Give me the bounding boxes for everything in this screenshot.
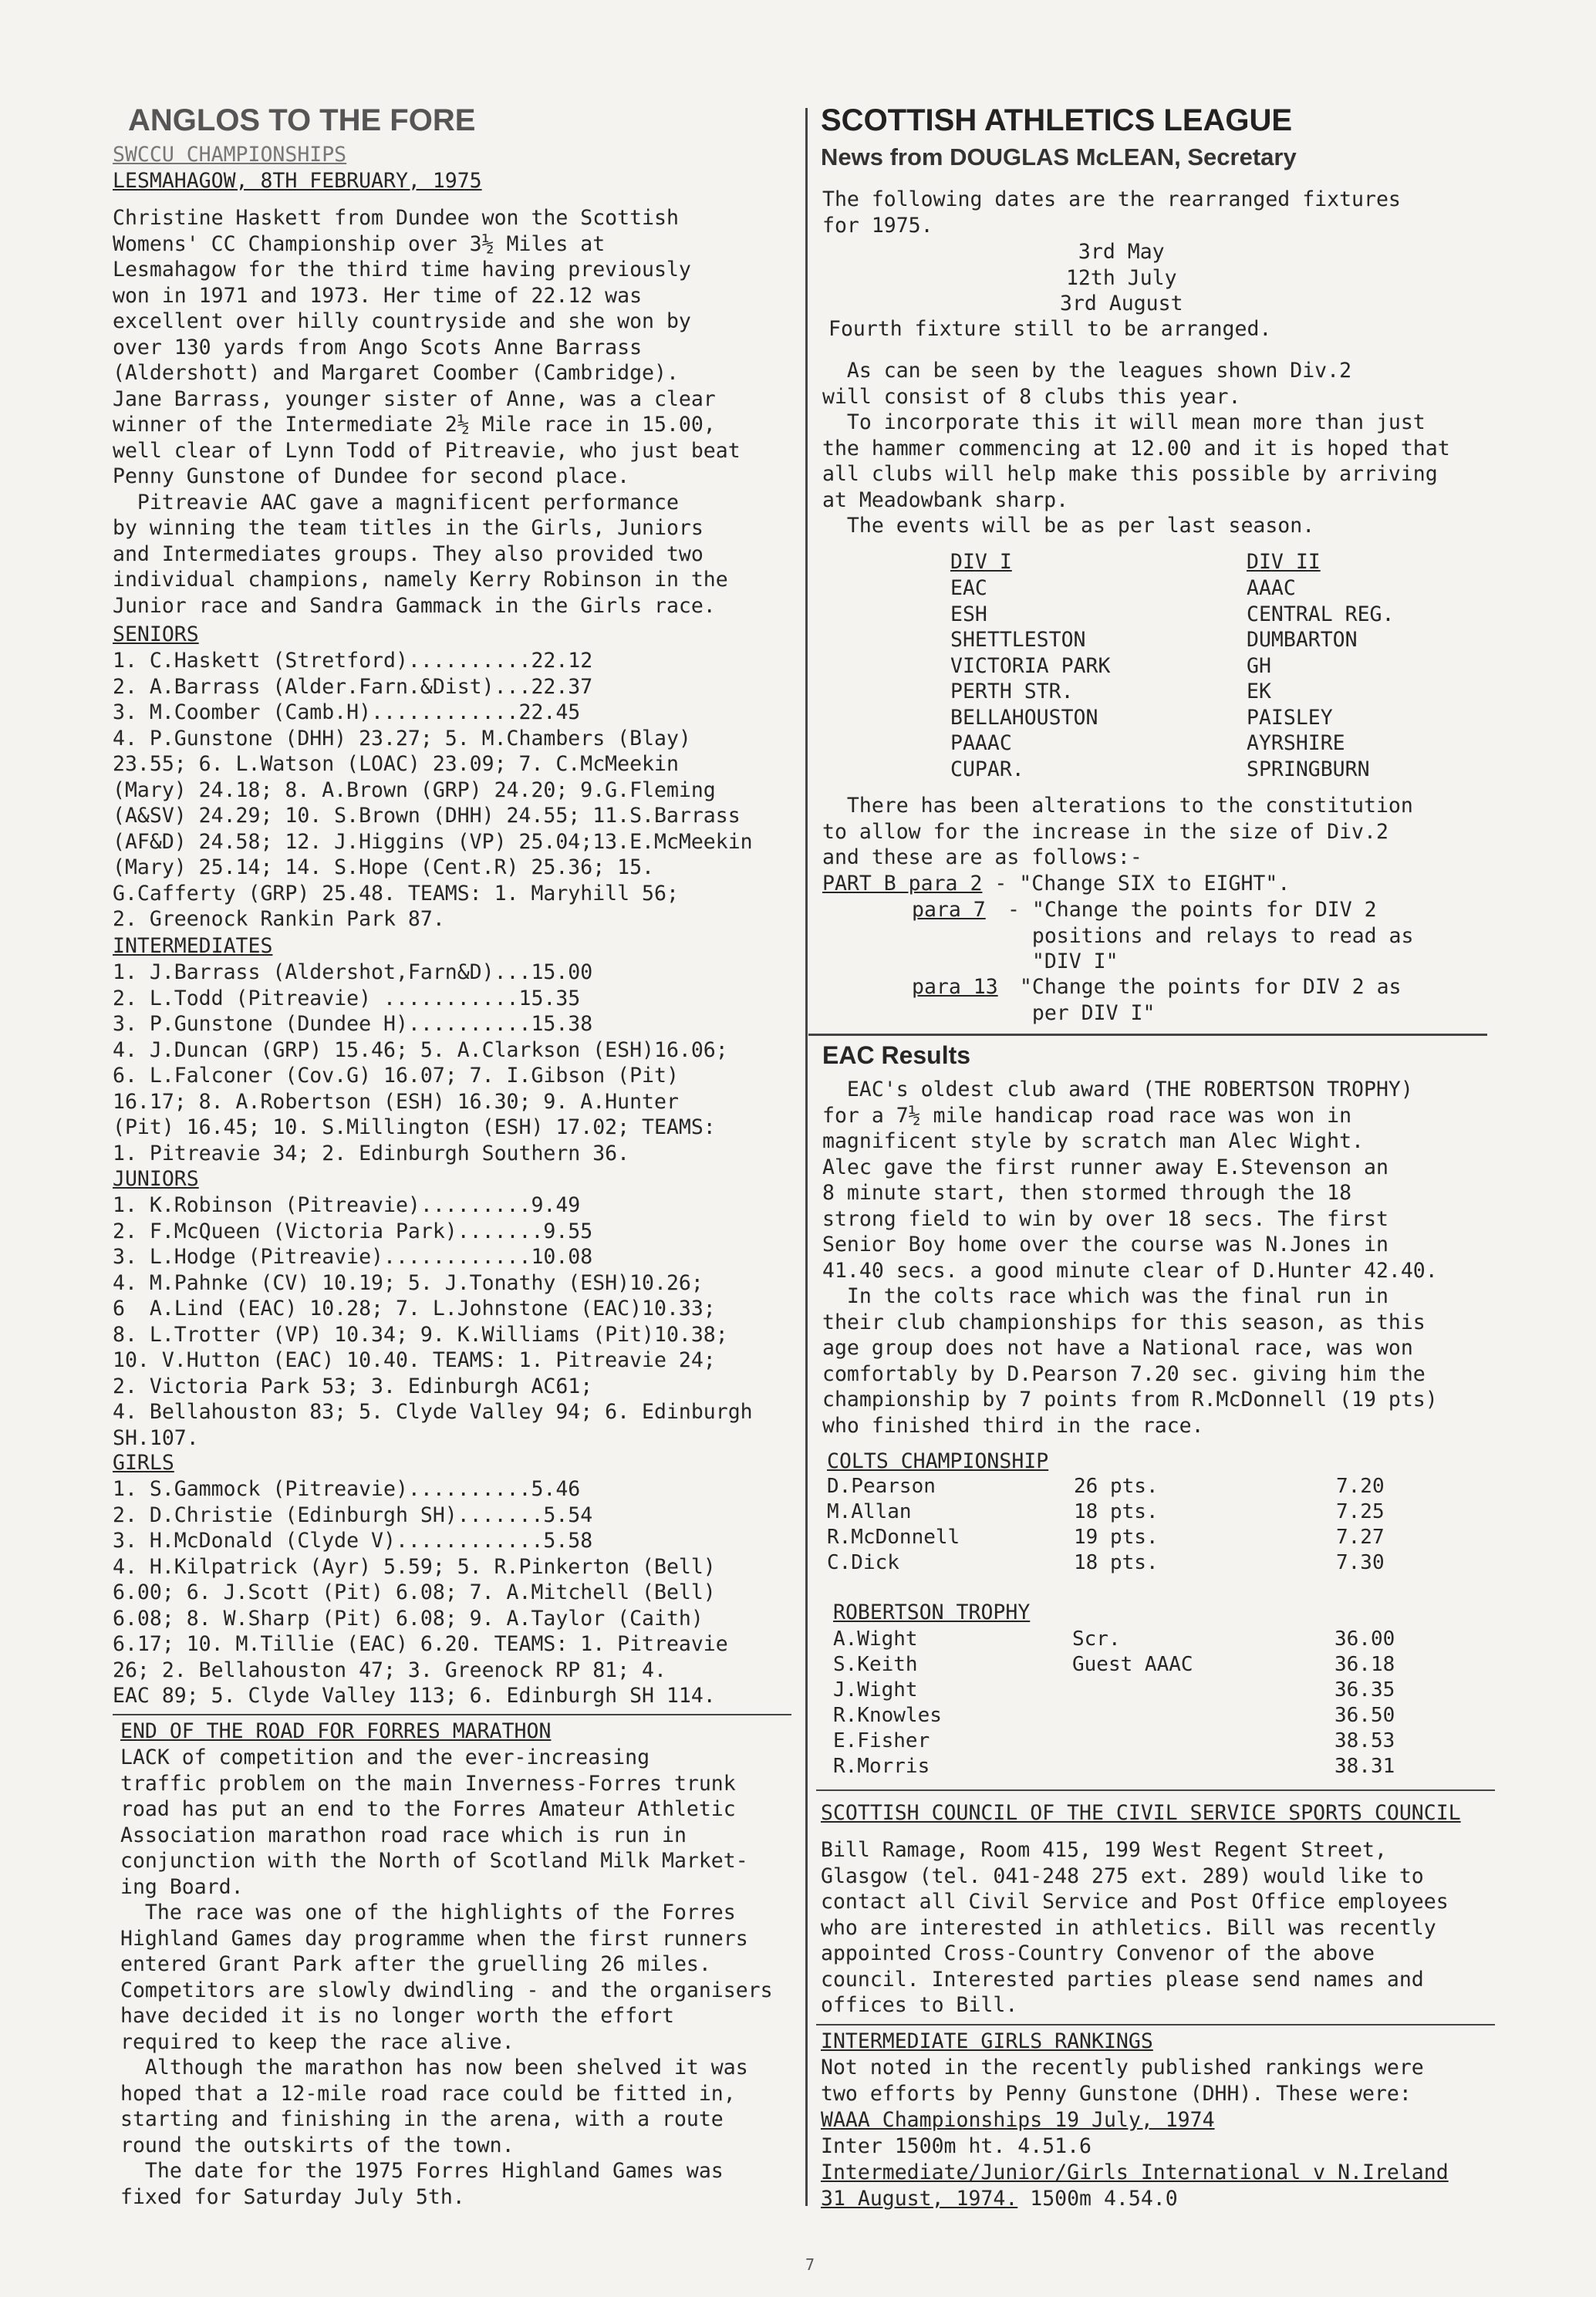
text-line: "Change the points for DIV 2 as (995, 975, 1402, 999)
forres-body (120, 1745, 773, 2210)
page-number: 7 (805, 2255, 815, 2274)
text-line: 41.40 secs. a good minute clear of D.Hunter 42.40. (822, 1258, 1438, 1283)
club-name: EAC (950, 576, 987, 600)
text-line: The date for the 1975 Forres Highland Games was (120, 2159, 724, 2183)
result-line: 3. P.Gunstone (Dundee H)..........15.38 (113, 1012, 593, 1036)
colts-heading: COLTS CHAMPIONSHIP (827, 1449, 1049, 1473)
text-line: road has put an end to the Forres Amateur Athletic (120, 1797, 736, 1821)
text-line: Glasgow (tel. 041-248 275 ext. 289) would like to (821, 1864, 1424, 1888)
eac-body (822, 1077, 1438, 1439)
club-name: PAAAC (950, 731, 1012, 755)
text-line: There has been alterations to the constitution (822, 794, 1413, 818)
club-name: DUMBARTON (1247, 628, 1358, 652)
igr-top-rule (816, 2024, 1495, 2025)
table-cell: M.Allan (827, 1500, 912, 1523)
waaa-line: WAAA Championships 19 July, 1974 (821, 2108, 1215, 2132)
subtitle-date: LESMAHAGOW, 8TH FEBRUARY, 1975 (113, 169, 482, 193)
table-cell: 18 pts. (1074, 1551, 1159, 1574)
club-name: BELLAHOUSTON (950, 705, 1098, 730)
text-line: age group does not have a National race, was won (822, 1336, 1413, 1360)
club-name: PAISLEY (1247, 705, 1333, 730)
fixture-date: 3rd May (1078, 240, 1165, 264)
result-line: 8. L.Trotter (VP) 10.34; 9. K.Williams (Pit)10.38; (113, 1322, 728, 1347)
result-line: 16.17; 8. A.Robertson (ESH) 16.30; 9. A.Hunter (113, 1089, 679, 1114)
text-line: round the outskirts of the town. (120, 2133, 515, 2157)
international-line: Intermediate/Junior/Girls International v N.Ireland (821, 2160, 1449, 2184)
international-date-line (821, 2186, 1178, 2212)
column-divider (805, 108, 808, 2206)
text-line: and these are as follows:- (822, 845, 1142, 869)
text-line: Junior race and Sandra Gammack in the Girls race. (113, 593, 716, 618)
table-cell: J.Wight (833, 1678, 918, 1702)
result-line: 3. L.Hodge (Pitreavie)............10.08 (113, 1245, 593, 1269)
text-line: magnificent style by scratch man Alec Wight. (822, 1129, 1364, 1153)
text-line: offices to Bill. (821, 1993, 1018, 2017)
result-line: 1. K.Robinson (Pitreavie).........9.49 (113, 1193, 581, 1217)
text-line: excellent over hilly countryside and she won by (113, 309, 691, 333)
result-line: 4. H.Kilpatrick (Ayr) 5.59; 5. R.Pinkerton (Bell) (113, 1554, 716, 1579)
girls-heading: GIRLS (113, 1451, 174, 1475)
result-line: 6. L.Falconer (Cov.G) 16.07; 7. I.Gibson (Pit) (113, 1064, 679, 1088)
text-line: who are interested in athletics. Bill was recently (821, 1915, 1436, 1940)
result-line: (A&SV) 24.29; 10. S.Brown (DHH) 24.55; 11.S.Barrass (113, 804, 741, 828)
text-line: EAC's oldest club award (THE ROBERTSON TROPHY) (822, 1078, 1413, 1101)
text-line: Jane Barrass, younger sister of Anne, was a clear (113, 386, 716, 411)
text-line: As can be seen by the leagues shown Div.2 (822, 359, 1352, 383)
table-cell: 7.20 (1336, 1475, 1385, 1498)
text-line: and Intermediates groups. They also provided two (113, 541, 704, 566)
constitution-body (822, 793, 1413, 871)
part-b-line (822, 871, 1290, 897)
girls-results (113, 1476, 728, 1709)
div1-list (950, 575, 1110, 782)
club-name: SPRINGBURN (1247, 757, 1370, 781)
eac-top-rule (808, 1034, 1487, 1036)
seniors-results (113, 648, 753, 933)
text-line: have decided it is no longer worth the effort (120, 2004, 674, 2028)
result-line: 10. V.Hutton (EAC) 10.40. TEAMS: 1. Pitreavie 24; (113, 1348, 716, 1372)
intermediates-results (113, 960, 728, 1166)
forres-top-rule (113, 1714, 791, 1715)
result-line: 23.55; 6. L.Watson (LOAC) 23.09; 7. C.McMeekin (113, 752, 679, 776)
text-line: LACK of competition and the ever-increasing (120, 1746, 650, 1769)
result-line: 4. P.Gunstone (DHH) 23.27; 5. M.Chambers (Blay) (113, 726, 691, 750)
result-line: 2. D.Christie (Edinburgh SH).......5.54 (113, 1503, 593, 1527)
text-line: ing Board. (120, 1874, 244, 1899)
intro-line-2: for 1975. (822, 213, 933, 238)
text-line: per DIV I" (995, 1000, 1156, 1025)
text-line: won in 1971 and 1973. Her time of 22.12 was (113, 283, 643, 308)
text-line: individual champions, namely Kerry Robinson in the (113, 568, 728, 592)
international-result: 1500m 4.54.0 (1017, 2187, 1178, 2211)
table-cell: 36.00 (1334, 1627, 1395, 1651)
juniors-heading: JUNIORS (113, 1167, 199, 1191)
text-line: The events will be as per last season. (822, 514, 1315, 538)
result-line: 1. Pitreavie 34; 2. Edinburgh Southern 36. (113, 1141, 630, 1165)
text-line: Lesmahagow for the third time having previously (113, 258, 691, 282)
result-line: 6 A.Lind (EAC) 10.28; 7. L.Johnstone (EAC)10.33; (113, 1297, 716, 1321)
text-line: Alec gave the first runner away E.Stevenson an (822, 1155, 1388, 1179)
league-subtitle: News from DOUGLAS McLEAN, Secretary (821, 143, 1297, 170)
club-name: AAAC (1247, 576, 1296, 600)
text-line: entered Grant Park after the gruelling 26 miles. (120, 1952, 711, 1976)
robertson-heading: ROBERTSON TROPHY (833, 1600, 1031, 1624)
text-line: required to keep the race alive. (120, 2029, 515, 2054)
juniors-results (113, 1192, 753, 1451)
result-line: 4. J.Duncan (GRP) 15.46; 5. A.Clarkson (ESH)16.06; (113, 1037, 728, 1062)
table-cell: 36.50 (1334, 1704, 1395, 1727)
table-cell: D.Pearson (827, 1475, 936, 1498)
result-line: 3. H.McDonald (Clyde V)............5.58 (113, 1529, 593, 1553)
igr-heading: INTERMEDIATE GIRLS RANKINGS (821, 2029, 1153, 2053)
result-line: 6.17; 10. M.Tillie (EAC) 6.20. TEAMS: 1. Pitreavie (113, 1632, 728, 1656)
text-line: by winning the team titles in the Girls, Juniors (113, 516, 704, 540)
result-line: 1. S.Gammock (Pitreavie)..........5.46 (113, 1477, 581, 1501)
text-line: traffic problem on the main Inverness-Forres trunk (120, 1771, 736, 1796)
text-line: conjunction with the North of Scotland Milk Market- (120, 1849, 748, 1873)
div2-heading: DIV II (1247, 550, 1321, 574)
league-body (822, 358, 1450, 539)
result-line: 6.00; 6. J.Scott (Pit) 6.08; 7. A.Mitchell (Bell) (113, 1580, 716, 1604)
club-name: VICTORIA PARK (950, 653, 1111, 678)
result-line: 6.08; 8. W.Sharp (Pit) 6.08; 9. A.Taylor (Caith) (113, 1606, 704, 1631)
text-line: Senior Boy home over the course was N.Jones in (822, 1233, 1388, 1256)
table-cell: Scr. (1072, 1627, 1121, 1651)
table-cell: S.Keith (833, 1653, 918, 1676)
text-line: appointed Cross-Country Convenor of the above (821, 1941, 1375, 1965)
text-line: Not noted in the recently published rankings were (821, 2056, 1424, 2079)
club-name: SHETTLESTON (950, 628, 1086, 652)
text-line: Competitors are slowly dwindling - and the organisers (120, 1978, 773, 2002)
text-line: Pitreavie AAC gave a magnificent performance (113, 490, 679, 514)
result-line: 2. Greenock Rankin Park 87. (113, 907, 445, 931)
div2-list (1247, 575, 1394, 782)
table-cell: 7.27 (1336, 1526, 1385, 1549)
international-date: 31 August, 1974. (821, 2187, 1018, 2211)
text-line: over 130 yards from Ango Scots Anne Barrass (113, 335, 643, 359)
club-name: PERTH STR. (950, 680, 1074, 703)
text-line: positions and relays to read as (995, 923, 1414, 948)
text-line: all clubs will help make this possible by arriving (822, 462, 1438, 486)
table-cell: R.Knowles (833, 1704, 942, 1727)
club-name: EK (1247, 680, 1271, 703)
text-line: Association marathon road race which is run in (120, 1823, 687, 1847)
text-line: Bill Ramage, Room 415, 199 West Regent Street, (821, 1838, 1387, 1862)
result-line: 4. Bellahouston 83; 5. Clyde Valley 94; 6. Edinburgh (113, 1400, 753, 1424)
club-name: GH (1247, 653, 1271, 678)
result-line: EAC 89; 5. Clyde Valley 113; 6. Edinburgh SH 114. (113, 1684, 716, 1708)
table-cell: A.Wight (833, 1627, 918, 1651)
fixture-date: 3rd August (1060, 292, 1183, 315)
result-line: G.Cafferty (GRP) 25.48. TEAMS: 1. Maryhill 56; (113, 881, 679, 906)
para13-text (995, 974, 1402, 1026)
text-line: starting and finishing in the arena, with a route (120, 2107, 724, 2131)
seniors-heading: SENIORS (113, 622, 199, 646)
text-line: the hammer commencing at 12.00 and it is hoped that (822, 436, 1450, 460)
civil-top-rule (816, 1789, 1495, 1791)
text-line: at Meadowbank sharp. (822, 487, 1069, 512)
table-cell: 26 pts. (1074, 1475, 1159, 1498)
table-cell: 38.53 (1334, 1729, 1395, 1752)
league-title: SCOTTISH ATHLETICS LEAGUE (821, 103, 1293, 137)
table-cell: 7.30 (1336, 1551, 1385, 1574)
result-line: 1. C.Haskett (Stretford)..........22.12 (113, 649, 593, 673)
article-title-anglos: ANGLOS TO THE FORE (128, 103, 476, 137)
table-cell: E.Fisher (833, 1729, 930, 1752)
result-line: 2. L.Todd (Pitreavie) ...........15.35 (113, 986, 581, 1010)
text-line: to allow for the increase in the size of Div.2 (822, 819, 1388, 844)
text-line: Christine Haskett from Dundee won the Scottish (113, 206, 679, 230)
text-line: championship by 7 points from R.McDonnell (19 pts) (822, 1388, 1438, 1412)
intro-line-1: The following dates are the rearranged fixtures (822, 187, 1401, 211)
text-line: Penny Gunstone of Dundee for second place. (113, 464, 630, 488)
text-line: Highland Games day programme when the first runners (120, 1926, 748, 1951)
part-b-label: PART B para 2 (822, 872, 983, 896)
text-line: their club championships for this season, as this (822, 1310, 1426, 1334)
text-line: 8 minute start, then stormed through the 18 (822, 1181, 1352, 1205)
result-line: (Mary) 25.14; 14. S.Hope (Cent.R) 25.36; 15. (113, 855, 654, 879)
club-name: ESH (950, 602, 987, 626)
text-line: To incorporate this it will mean more than just (822, 410, 1426, 434)
table-cell: 38.31 (1334, 1755, 1395, 1778)
text-line: In the colts race which was the final run in (822, 1284, 1388, 1308)
text-line: (Aldershott) and Margaret Coomber (Cambridge). (113, 361, 679, 385)
club-name: CUPAR. (950, 757, 1024, 781)
table-cell: C.Dick (827, 1551, 899, 1574)
forres-heading: END OF THE ROAD FOR FORRES MARATHON (120, 1719, 552, 1743)
text-line: who finished third in the race. (822, 1413, 1204, 1438)
fixture-dates (1060, 239, 1183, 317)
table-cell: 18 pts. (1074, 1500, 1159, 1523)
civil-body (821, 1837, 1449, 2019)
fixture-date: 12th July (1065, 265, 1177, 290)
subtitle-swccu: SWCCU CHAMPIONSHIPS (113, 143, 347, 167)
table-cell: 19 pts. (1074, 1526, 1159, 1549)
table-cell: R.Morris (833, 1755, 930, 1778)
table-cell: Guest AAAC (1072, 1653, 1193, 1676)
result-line: 2. Victoria Park 53; 3. Edinburgh AC61; (113, 1374, 593, 1398)
result-line: (Pit) 16.45; 10. S.Millington (ESH) 17.02; TEAMS: (113, 1115, 716, 1139)
text-line: will consist of 8 clubs this year. (822, 384, 1241, 409)
inter1500-line: Inter 1500m ht. 4.51.6 (821, 2134, 1092, 2158)
club-name: CENTRAL REG. (1247, 602, 1395, 626)
result-line: 2. A.Barrass (Alder.Farn.&Dist)...22.37 (113, 674, 593, 699)
text-line: contact all Civil Service and Post Office employees (821, 1890, 1449, 1914)
text-line: The race was one of the highlights of the Forres (120, 1901, 736, 1924)
para13-label: para 13 (912, 975, 998, 999)
text-line: "DIV I" (995, 949, 1119, 973)
result-line: 26; 2. Bellahouston 47; 3. Greenock RP 81; 4. (113, 1658, 666, 1682)
text-line: winner of the Intermediate 2½ Mile race in 15.00, (113, 413, 716, 437)
text-line: comfortably by D.Pearson 7.20 sec. giving him the (822, 1361, 1426, 1386)
table-cell: 36.18 (1334, 1653, 1395, 1676)
result-line: 2. F.McQueen (Victoria Park).......9.55 (113, 1219, 593, 1243)
text-line: fixed for Saturday July 5th. (120, 2184, 465, 2209)
table-cell: 36.35 (1334, 1678, 1395, 1702)
part-b-text: - "Change SIX to EIGHT". (982, 872, 1291, 896)
div1-heading: DIV I (950, 550, 1012, 574)
league-intro (822, 187, 1401, 238)
text-line: Womens' CC Championship over 3½ Miles at (113, 231, 606, 256)
text-line: for a 7½ mile handicap road race was won in (822, 1103, 1352, 1128)
text-line: well clear of Lynn Todd of Pitreavie, who just beat (113, 438, 741, 463)
result-line: (Mary) 24.18; 8. A.Brown (GRP) 24.20; 9.G.Fleming (113, 777, 716, 802)
civil-heading: SCOTTISH COUNCIL OF THE CIVIL SERVICE SPORTS COUNCIL (821, 1801, 1461, 1825)
eac-title: EAC Results (822, 1041, 971, 1069)
intermediates-heading: INTERMEDIATES (113, 934, 273, 958)
club-name: AYRSHIRE (1247, 731, 1345, 755)
result-line: 1. J.Barrass (Aldershot,Farn&D)...15.00 (113, 960, 593, 984)
anglos-body (113, 205, 741, 619)
text-line: two efforts by Penny Gunstone (DHH). These were: (821, 2081, 1412, 2106)
fourth-fixture: Fourth fixture still to be arranged. (828, 317, 1272, 341)
para7-label: para 7 (912, 898, 986, 922)
text-line: strong field to win by over 18 secs. The first (822, 1206, 1388, 1231)
igr-body (821, 2055, 1424, 2106)
result-line: SH.107. (113, 1425, 199, 1450)
text-line: hoped that a 12-mile road race could be fitted in, (120, 2081, 736, 2106)
result-line: 3. M.Coomber (Camb.H)............22.45 (113, 700, 581, 724)
result-line: 4. M.Pahnke (CV) 10.19; 5. J.Tonathy (ESH)10.26; (113, 1270, 704, 1295)
table-cell: 7.25 (1336, 1500, 1385, 1523)
text-line: council. Interested parties please send names and (821, 1967, 1424, 1992)
text-line: - "Change the points for DIV 2 (995, 898, 1377, 922)
result-line: (AF&D) 24.58; 12. J.Higgins (VP) 25.04;13.E.McMeekin (113, 829, 753, 854)
table-cell: R.McDonnell (827, 1526, 960, 1549)
text-line: Although the marathon has now been shelved it was (120, 2056, 748, 2079)
para7-text (995, 897, 1413, 975)
